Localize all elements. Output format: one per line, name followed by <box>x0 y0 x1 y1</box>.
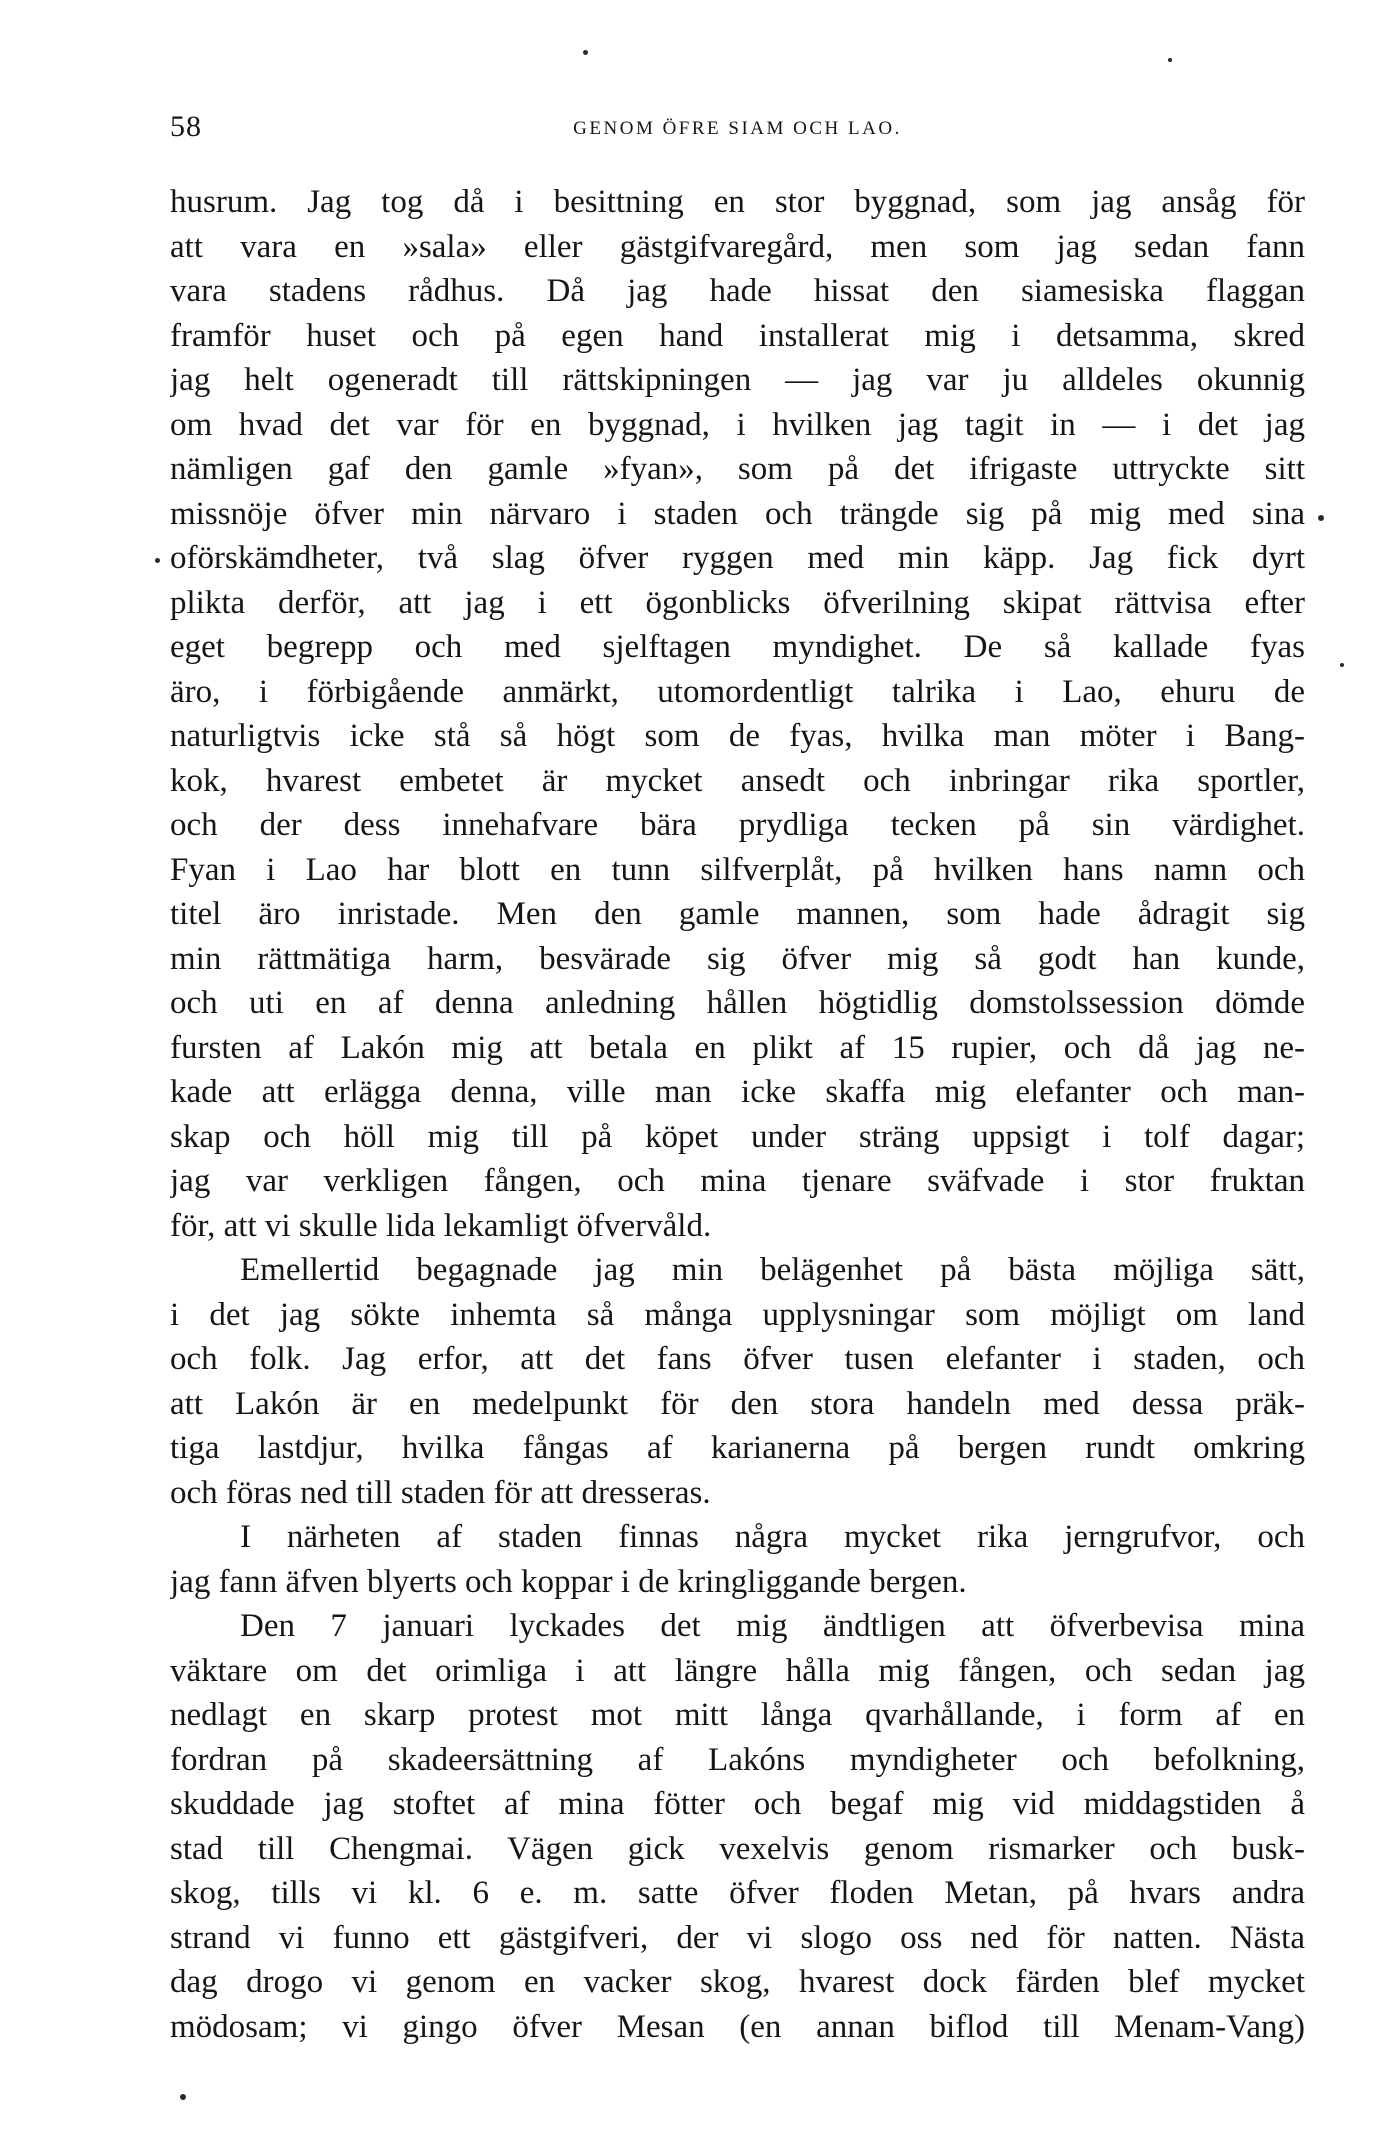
text-line: missnöje öfver min närvaro i staden och trängde sig på mig med sina <box>170 495 1305 532</box>
text-line: nedlagt en skarp protest mot mitt långa qvarhållande, i form af en <box>170 1697 1305 1733</box>
text-line: titel äro inristade. Men den gamle mannen, som hade ådragit sig <box>170 896 1305 932</box>
text-line: Fyan i Lao har blott en tunn silfverplåt, på hvilken hans namn och <box>170 851 1305 888</box>
text-line: Den 7 januari lyckades det mig ändtligen att öfverbevisa mina <box>240 1608 1305 1644</box>
text-line: och der dess innehafvare bära prydliga tecken på sin värdighet. <box>170 807 1305 843</box>
text-line: fursten af Lakón mig att betala en plikt af 15 rupier, och då jag ne- <box>170 1029 1305 1066</box>
text-line: för, att vi skulle lida lekamligt öfvervåld. <box>170 1207 712 1244</box>
text-line: att Lakón är en medelpunkt för den stora handeln med dessa präk- <box>170 1385 1305 1422</box>
text-line: fordran på skadeersättning af Lakóns myndigheter och befolkning, <box>170 1741 1305 1778</box>
text-line: att vara en »sala» eller gästgifvaregård, men som jag sedan fann <box>170 228 1305 265</box>
text-line: äro, i förbigående anmärkt, utomordentligt talrika i Lao, ehuru de <box>170 673 1305 710</box>
text-line: jag var verkligen fången, och mina tjenare sväfvade i stor fruktan <box>170 1163 1305 1199</box>
text-line: Emellertid begagnade jag min belägenhet på bästa möjliga sätt, <box>240 1252 1305 1288</box>
scan-speck <box>155 558 160 563</box>
text-line: och uti en af denna anledning hållen högtidlig domstolssession dömde <box>170 985 1305 1021</box>
text-line: jag fann äfven blyerts och koppar i de kringliggande bergen. <box>170 1563 967 1600</box>
text-line: i det jag sökte inhemta så många upplysningar som möjligt om land <box>170 1296 1305 1333</box>
page-number: 58 <box>170 110 202 143</box>
text-line: skuddade jag stoftet af mina fötter och begaf mig vid middagstiden å <box>170 1786 1305 1822</box>
text-line: kade att erlägga denna, ville man icke skaffa mig elefanter och man- <box>170 1074 1305 1110</box>
scan-speck <box>583 50 588 55</box>
text-line: och föras ned till staden för att dresseras. <box>170 1474 711 1511</box>
body-text <box>170 180 1305 2049</box>
text-line: plikta derför, att jag i ett ögonblicks öfverilning skipat rättvisa efter <box>170 584 1305 621</box>
text-line: skap och höll mig till på köpet under sträng uppsigt i tolf dagar; <box>170 1118 1305 1155</box>
text-line: dag drogo vi genom en vacker skog, hvarest dock färden blef mycket <box>170 1964 1305 2000</box>
text-line: mödosam; vi gingo öfver Mesan (en annan biflod till Menam-Vang) <box>170 2008 1305 2045</box>
text-line: stad till Chengmai. Vägen gick vexelvis genom rismarker och busk- <box>170 1830 1305 1867</box>
running-title: GENOM ÖFRE SIAM OCH LAO. <box>573 118 902 139</box>
text-line: naturligtvis icke stå så högt som de fyas, hvilka man möter i Bang- <box>170 718 1305 754</box>
text-line: husrum. Jag tog då i besittning en stor byggnad, som jag ansåg för <box>170 184 1305 220</box>
scan-speck <box>1168 58 1172 62</box>
text-line: vara stadens rådhus. Då jag hade hissat den siamesiska flaggan <box>170 273 1305 309</box>
running-head <box>170 110 1305 150</box>
text-line: framför huset och på egen hand installerat mig i detsamma, skred <box>170 317 1305 354</box>
text-line: strand vi funno ett gästgifveri, der vi slogo oss ned för natten. Nästa <box>170 1919 1305 1956</box>
text-line: min rättmätiga harm, besvärade sig öfver mig så godt han kunde, <box>170 940 1305 977</box>
text-line: eget begrepp och med sjelftagen myndighet. De så kallade fyas <box>170 629 1305 665</box>
scan-speck <box>1340 663 1344 667</box>
text-line: och folk. Jag erfor, att det fans öfver tusen elefanter i staden, och <box>170 1341 1305 1377</box>
text-line: om hvad det var för en byggnad, i hvilken jag tagit in — i det jag <box>170 406 1305 443</box>
text-line: jag helt ogeneradt till rättskipningen — jag var ju alldeles okunnig <box>170 362 1305 398</box>
scan-speck <box>1318 515 1324 521</box>
text-line: tiga lastdjur, hvilka fångas af karianerna på bergen rundt omkring <box>170 1430 1305 1466</box>
text-line: väktare om det orimliga i att längre hålla mig fången, och sedan jag <box>170 1652 1305 1689</box>
scan-speck <box>180 2094 186 2100</box>
text-line: kok, hvarest embetet är mycket ansedt och inbringar rika sportler, <box>170 762 1305 799</box>
text-line: I närheten af staden finnas några mycket rika jerngrufvor, och <box>240 1519 1305 1555</box>
text-line: skog, tills vi kl. 6 e. m. satte öfver floden Metan, på hvars andra <box>170 1875 1305 1911</box>
text-line: nämligen gaf den gamle »fyan», som på det ifrigaste uttryckte sitt <box>170 451 1305 487</box>
text-line: oförskämdheter, två slag öfver ryggen med min käpp. Jag fick dyrt <box>170 540 1305 576</box>
